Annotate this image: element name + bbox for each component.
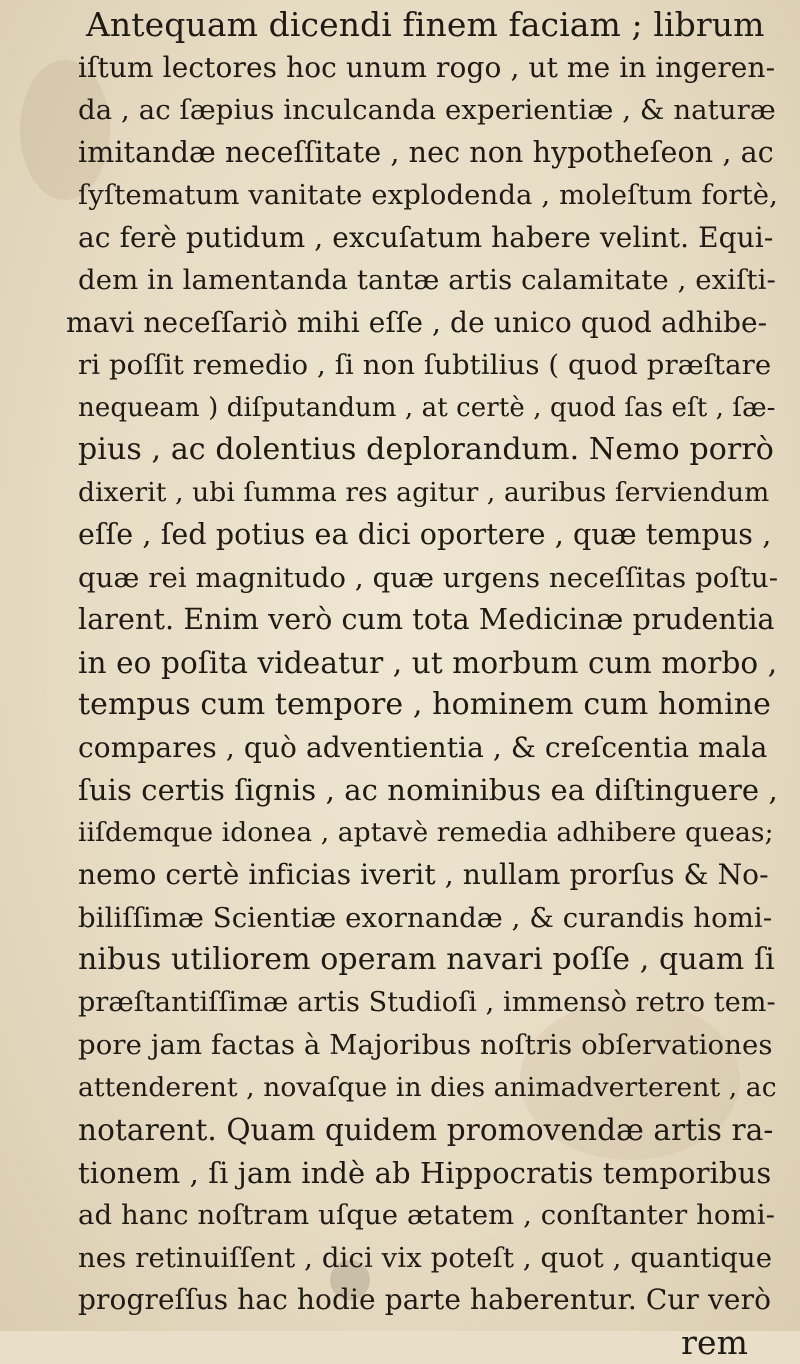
text-line: mavi neceſſariò mihi eſſe , de unico quod adhibe- (58, 302, 778, 345)
text-line: tionem , ſi jam indè ab Hippocratis temporibus (58, 1152, 778, 1195)
latin-text-block (58, 4, 778, 1364)
text-line: larent. Enim verò cum tota Medicinæ prudentia (58, 599, 778, 642)
text-line: ſuis certis ſignis , ac nominibus ea diſtinguere , (58, 769, 778, 812)
text-line: nequeam ) diſputandum , at certè , quod ſas eſt , ſæ- (58, 387, 778, 430)
text-line: ri poſſit remedio , ſi non ſubtilius ( quod præſtare (58, 344, 778, 387)
text-line: ſyſtematum vanitate explodenda , moleſtum fortè, (58, 174, 778, 217)
text-line: ad hanc noſtram uſque ætatem , conſtanter homi- (58, 1194, 778, 1237)
text-line: compares , quò adventientia , & creſcentia mala (58, 727, 778, 770)
text-line: iiſdemque idonea , aptavè remedia adhibere queas; (58, 812, 778, 855)
text-line: nemo certè inficias iverit , nullam prorſus & No- (58, 854, 778, 897)
text-line: præſtantiſſimæ artis Studioſi , immensò retro tem- (58, 982, 778, 1025)
text-line: notarent. Quam quidem promovendæ artis ra- (58, 1109, 778, 1152)
text-line: pius , ac dolentius deplorandum. Nemo porrò (58, 429, 778, 472)
text-line: ac ferè putidum , excuſatum habere velint. Equi- (58, 217, 778, 260)
text-line: imitandæ neceſſitate , nec non hypotheſeon , ac (58, 132, 778, 175)
text-line: progreſſus hac hodie parte haberentur. Cur verò (58, 1279, 778, 1322)
text-line: pore jam factas à Majoribus noſtris obſervationes (58, 1024, 778, 1067)
text-line: da , ac ſæpius inculcanda experientiæ , & naturæ (58, 89, 778, 132)
text-line: dixerit , ubi ſumma res agitur , auribus ſerviendum (58, 472, 778, 515)
catchword: rem (58, 1322, 778, 1364)
text-line: biliſſimæ Scientiæ exornandæ , & curandis homi- (58, 897, 778, 940)
text-line: Antequam dicendi finem faciam ; librum (58, 4, 778, 47)
text-line: nes retinuiſſent , dici vix poteſt , quot , quantique (58, 1237, 778, 1280)
text-line: dem in lamentanda tantæ artis calamitate , exiſti- (58, 259, 778, 302)
text-line: attenderent , novaſque in dies animadverterent , ac (58, 1067, 778, 1110)
text-line: eſſe , ſed potius ea dici oportere , quæ tempus , (58, 514, 778, 557)
text-line: nibus utiliorem operam navari poſſe , quam ſi (58, 939, 778, 982)
text-line: tempus cum tempore , hominem cum homine (58, 684, 778, 727)
text-line: iſtum lectores hoc unum rogo , ut me in ingeren- (58, 47, 778, 90)
text-line: quæ rei magnitudo , quæ urgens neceſſitas poſtu- (58, 557, 778, 600)
text-line: in eo poſita videatur , ut morbum cum morbo , (58, 642, 778, 685)
